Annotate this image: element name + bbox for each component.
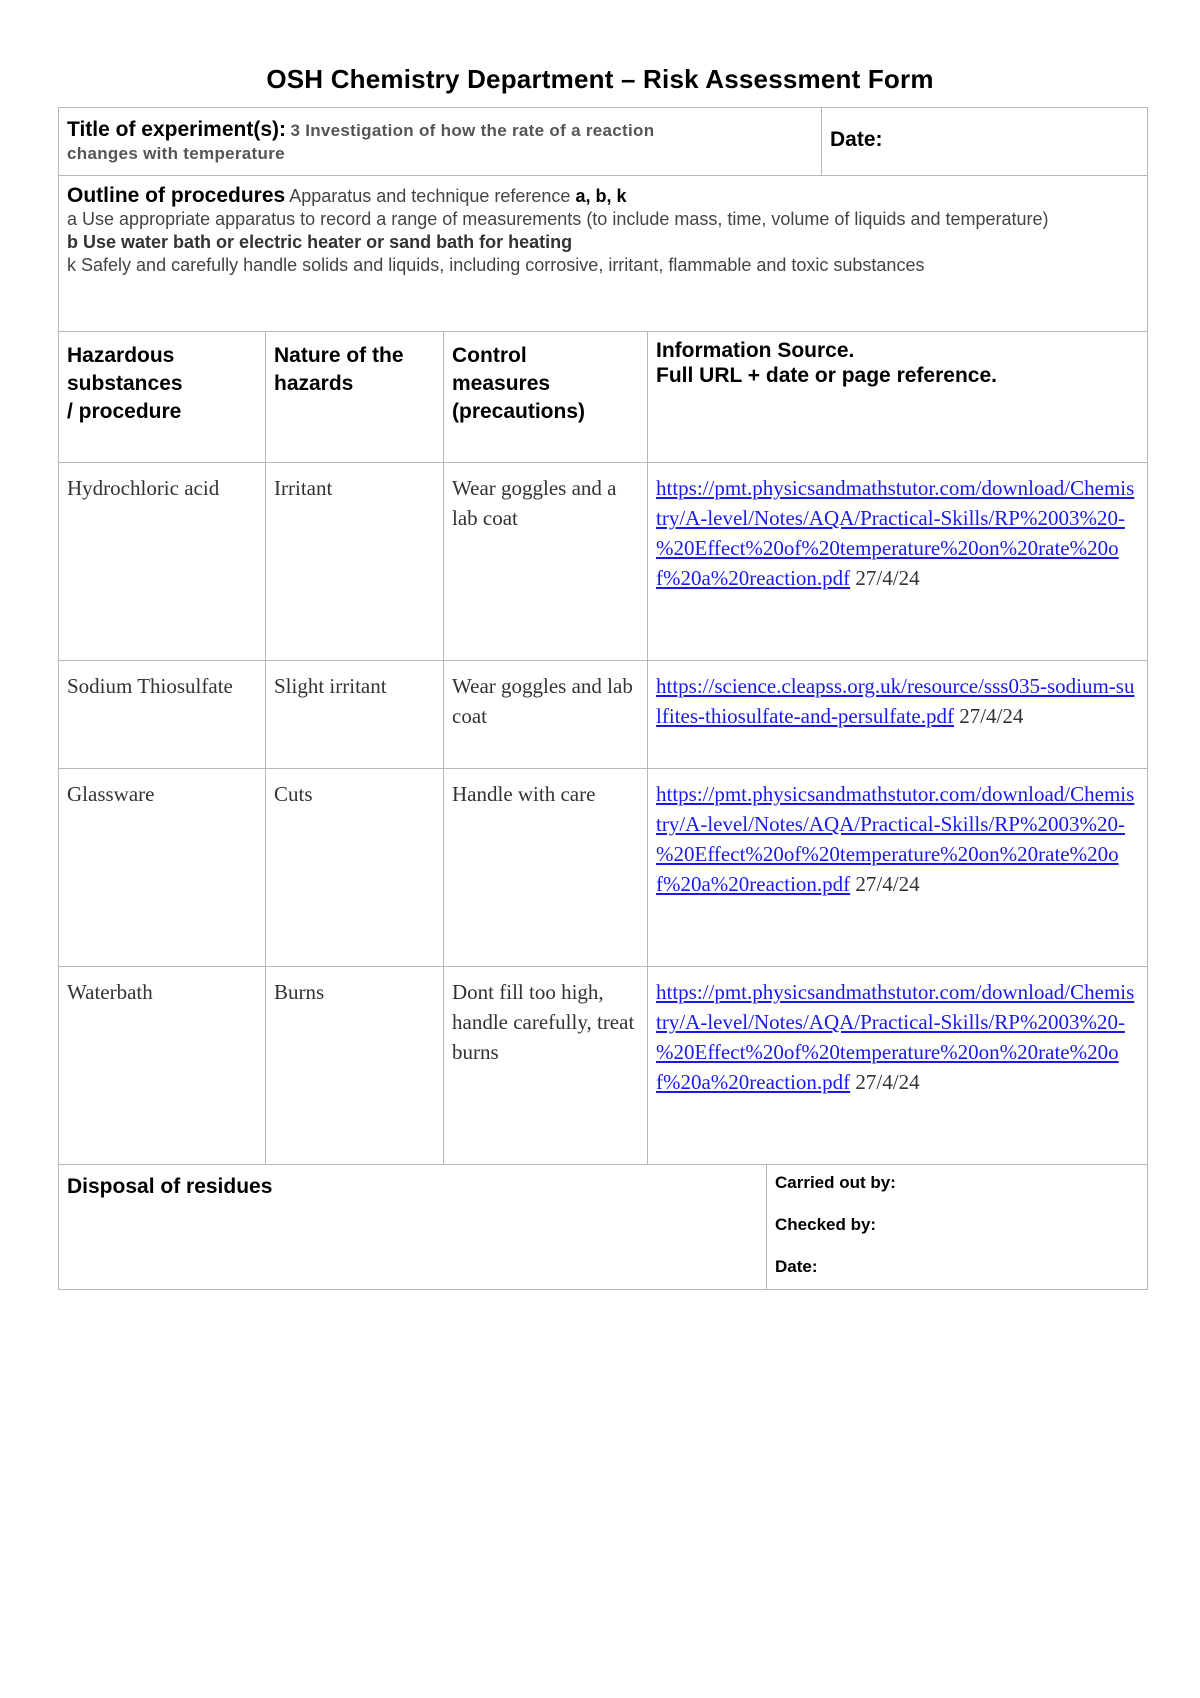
experiment-title-part2: changes with temperature <box>67 144 285 163</box>
experiment-date-cell <box>822 108 1147 175</box>
risk-assessment-form <box>58 107 1148 1290</box>
table-row <box>59 463 1147 661</box>
outline-cell <box>59 176 1147 331</box>
control-cell: Dont fill too high, handle carefully, treat burns <box>444 967 648 1164</box>
source-cell <box>648 769 1147 966</box>
source-cell <box>648 967 1147 1164</box>
substance-cell: Sodium Thiosulfate <box>59 661 266 768</box>
page-title: OSH Chemistry Department – Risk Assessment Form <box>266 64 934 94</box>
experiment-title-label: Title of experiment(s): <box>67 118 286 141</box>
carried-out-by-label: Carried out by: <box>775 1173 896 1192</box>
source-cell <box>648 463 1147 660</box>
table-row <box>59 769 1147 967</box>
header-substance: Hazardous substances / procedure <box>59 332 266 462</box>
table-row <box>59 661 1147 769</box>
hazard-cell: Irritant <box>266 463 444 660</box>
control-cell: Wear goggles and a lab coat <box>444 463 648 660</box>
signoff-cell <box>767 1165 1147 1289</box>
apparatus-reference-codes: a, b, k <box>575 186 627 206</box>
experiment-title-cell <box>59 108 822 175</box>
outline-item-text: Use water bath or electric heater or sand bath for heating <box>83 232 573 252</box>
disposal-label: Disposal of residues <box>59 1165 767 1289</box>
outline-item-code: a <box>67 209 78 229</box>
experiment-title-part1: 3 Investigation of how the rate of a reaction <box>290 121 655 140</box>
apparatus-reference-text: Apparatus and technique reference <box>289 186 571 206</box>
header-source: Information Source. Full URL + date or page reference. <box>656 339 997 387</box>
control-cell: Wear goggles and lab coat <box>444 661 648 768</box>
experiment-date-label: Date: <box>830 128 883 151</box>
outline-item <box>67 231 1139 254</box>
header-control: Control measures (precautions) <box>444 332 648 462</box>
outline-item-text: Use appropriate apparatus to record a range of measurements (to include mass, time, volume of liquids and temperature) <box>82 209 1049 229</box>
control-cell: Handle with care <box>444 769 648 966</box>
outline-item-code: b <box>67 232 78 252</box>
hazard-cell: Burns <box>266 967 444 1164</box>
source-date: 27/4/24 <box>959 704 1024 728</box>
outline-item-code: k <box>67 255 76 275</box>
source-link[interactable]: https://pmt.physicsandmathstutor.com/download/Chemistry/A-level/Notes/AQA/Practical-Skills/RP%2003%20-%20Effect%20of%20temperature%20on%20rate%20of%20a%20reaction.pdf <box>656 476 1135 590</box>
substance-cell: Hydrochloric acid <box>59 463 266 660</box>
source-date: 27/4/24 <box>855 566 920 590</box>
disposal-row <box>59 1165 1147 1289</box>
source-date: 27/4/24 <box>855 1070 920 1094</box>
outline-item <box>67 254 1139 277</box>
source-link[interactable]: https://pmt.physicsandmathstutor.com/download/Chemistry/A-level/Notes/AQA/Practical-Skills/RP%2003%20-%20Effect%20of%20temperature%20on%20rate%20of%20a%20reaction.pdf <box>656 980 1135 1094</box>
signoff-date-label: Date: <box>775 1257 818 1276</box>
table-row <box>59 967 1147 1165</box>
substance-cell: Glassware <box>59 769 266 966</box>
source-cell <box>648 661 1147 768</box>
outline-heading <box>67 184 1139 208</box>
outline-label: Outline of procedures <box>67 184 286 207</box>
outline-item <box>67 208 1139 231</box>
substance-cell: Waterbath <box>59 967 266 1164</box>
checked-by-label: Checked by: <box>775 1215 877 1234</box>
experiment-row <box>59 108 1147 176</box>
hazard-cell: Slight irritant <box>266 661 444 768</box>
header-nature: Nature of the hazards <box>266 332 444 462</box>
outline-item-text: Safely and carefully handle solids and liquids, including corrosive, irritant, flammable and toxic substances <box>81 255 925 275</box>
outline-row <box>59 176 1147 332</box>
source-date: 27/4/24 <box>855 872 920 896</box>
hazard-cell: Cuts <box>266 769 444 966</box>
source-link[interactable]: https://pmt.physicsandmathstutor.com/download/Chemistry/A-level/Notes/AQA/Practical-Skills/RP%2003%20-%20Effect%20of%20temperature%20on%20rate%20of%20a%20reaction.pdf <box>656 782 1135 896</box>
source-link[interactable]: https://science.cleapss.org.uk/resource/sss035-sodium-sulfites-thiosulfate-and-persulfate.pdf <box>656 674 1135 728</box>
hazard-table-header <box>59 332 1147 463</box>
